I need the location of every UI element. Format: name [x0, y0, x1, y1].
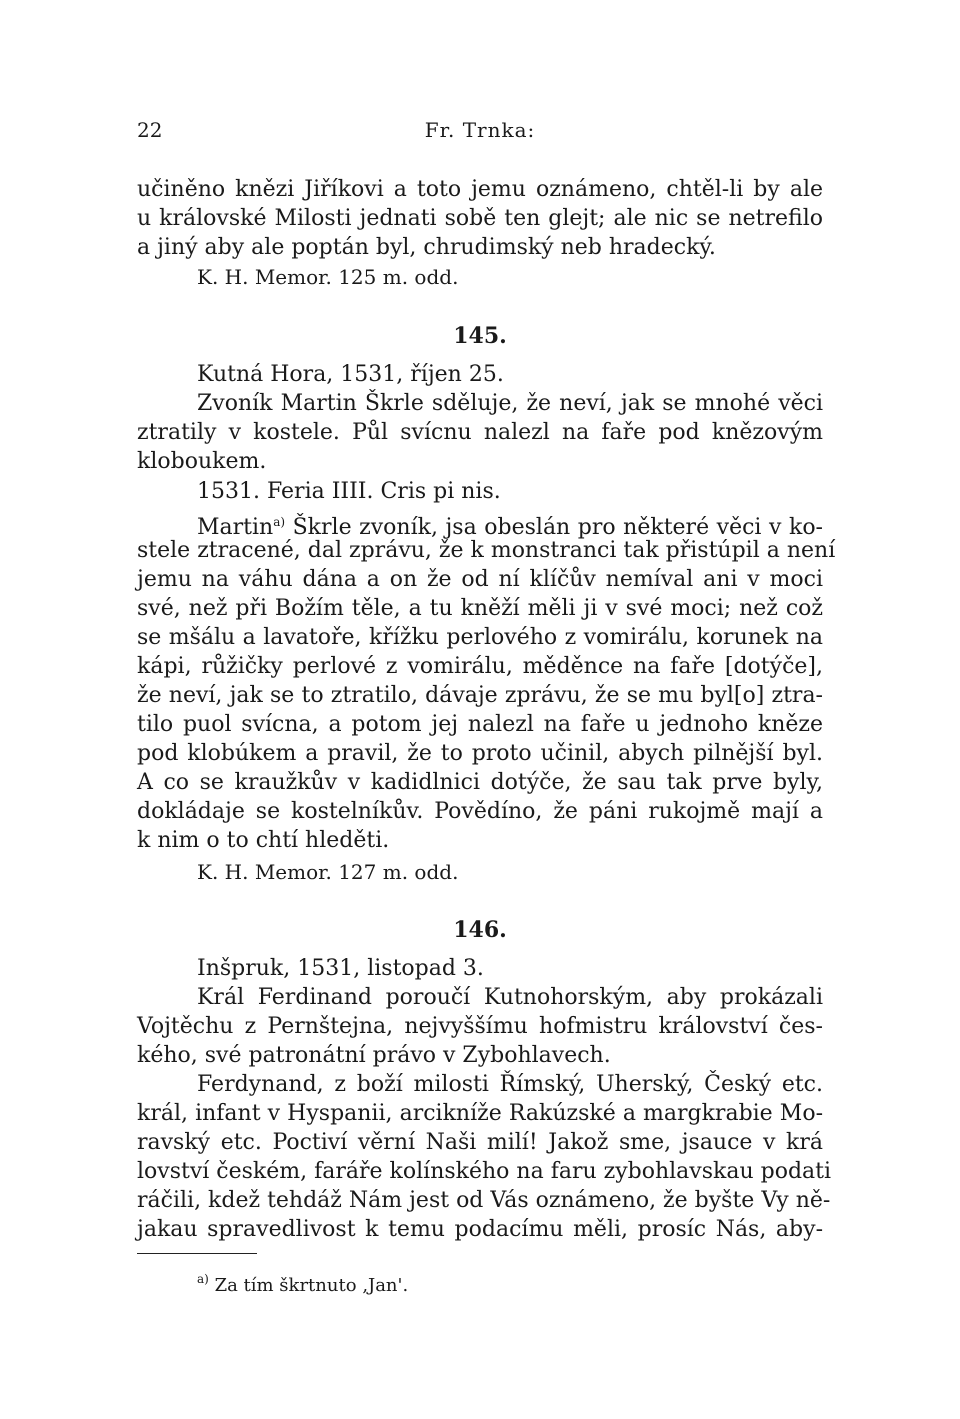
place-date: Kutná Hora, 1531, říjen 25. [197, 362, 504, 387]
summary-line: ztratily v kostele. Půl svícnu nalezl na faře pod knězovým [137, 420, 823, 445]
date-line: 1531. Feria IIII. Cris pi nis. [197, 479, 501, 504]
text-line: ravský etc. Poctiví věrní Naši milí! Jakož sme, jsauce v krá [137, 1130, 823, 1155]
text-line: Ferdynand, z boží milosti Římský, Uherský, Český etc. [197, 1072, 823, 1097]
place-date: Inšpruk, 1531, listopad 3. [197, 956, 484, 981]
text-line: dokládaje se kostelníkův. Povědíno, že páni rukojmě mají a [137, 799, 823, 824]
text-line: jakau spravedlivost k temu podacímu měli, prosíc Nás, aby- [137, 1217, 823, 1242]
text-line: jemu na váhu dána a on že od ní klíčův nemíval ani v moci [137, 567, 823, 592]
text-line: své, než při Božím těle, a tu kněží měli ji v své moci; než což [137, 596, 823, 621]
summary-line: kloboukem. [137, 449, 267, 474]
text-line: učiněno knězi Jiříkovi a toto jemu oznámeno, chtěl-li by ale [137, 177, 823, 202]
text-line: tilo puol svícna, a potom jej nalezl na faře u jednoho kněze [137, 712, 823, 737]
footnote-rule [137, 1253, 257, 1254]
summary-line: Král Ferdinand poroučí Kutnohorským, aby prokázali [197, 985, 823, 1010]
archive-reference: K. H. Memor. 125 m. odd. [197, 265, 459, 289]
document-number: 145. [453, 323, 507, 349]
text-line: král, infant v Hyspanii, arcikníže Rakúzské a margkrabie Mo- [137, 1101, 823, 1126]
text-line: u královské Milosti jednati sobě ten glejt; ale nic se netrefilo [137, 206, 823, 231]
text-line: ráčili, kdež tehdáž Nám jest od Vás oznámeno, že byšte Vy ně- [137, 1188, 831, 1213]
footnote-ref: a) [273, 515, 286, 529]
page-number: 22 [137, 118, 163, 142]
text-line: a jiný aby ale poptán byl, chrudimský neb hradecký. [137, 235, 716, 260]
footnote [197, 1272, 408, 1296]
text-line: kápi, růžičky perlové z vomirálu, měděnce na faře [dotýče], [137, 654, 823, 679]
footnote-mark: a) [197, 1272, 209, 1286]
text-line: A co se kraužkův v kadidlnici dotýče, že sau tak prve byly, [137, 770, 823, 795]
text-line: k nim o to chtí hleděti. [137, 828, 390, 853]
footnote-text: Za tím škrtnuto ‚Jan'. [208, 1275, 409, 1296]
summary-line: Zvoník Martin Škrle sděluje, že neví, jak se mnohé věci [197, 391, 823, 416]
text-line: pod klobúkem a pravil, že to proto učinil, abych pilnější byl. [137, 741, 823, 766]
text-line: se mšálu a lavatoře, křížku perlového z vomirálu, korunek na [137, 625, 823, 650]
summary-line: Vojtěchu z Pernštejna, nejvyššímu hofmistru království čes- [137, 1014, 823, 1039]
summary-line: kého, své patronátní právo v Zybohlavech. [137, 1043, 611, 1068]
running-title: Fr. Trnka: [424, 118, 536, 142]
text-line: stele ztracené, dal zprávu, že k monstranci tak přistúpil a není [137, 538, 836, 563]
archive-reference: K. H. Memor. 127 m. odd. [197, 860, 459, 884]
text-line: že neví, jak se to ztratilo, dávaje zprávu, že se mu byl[o] ztra- [137, 683, 823, 708]
text-segment: Škrle zvoník, jsa obeslán pro některé věci v ko- [285, 515, 823, 540]
text-segment: Martin [197, 515, 274, 540]
document-number: 146. [453, 917, 507, 943]
text-line: lovství českém, faráře kolínského na faru zybohlavskau podati [137, 1159, 832, 1184]
